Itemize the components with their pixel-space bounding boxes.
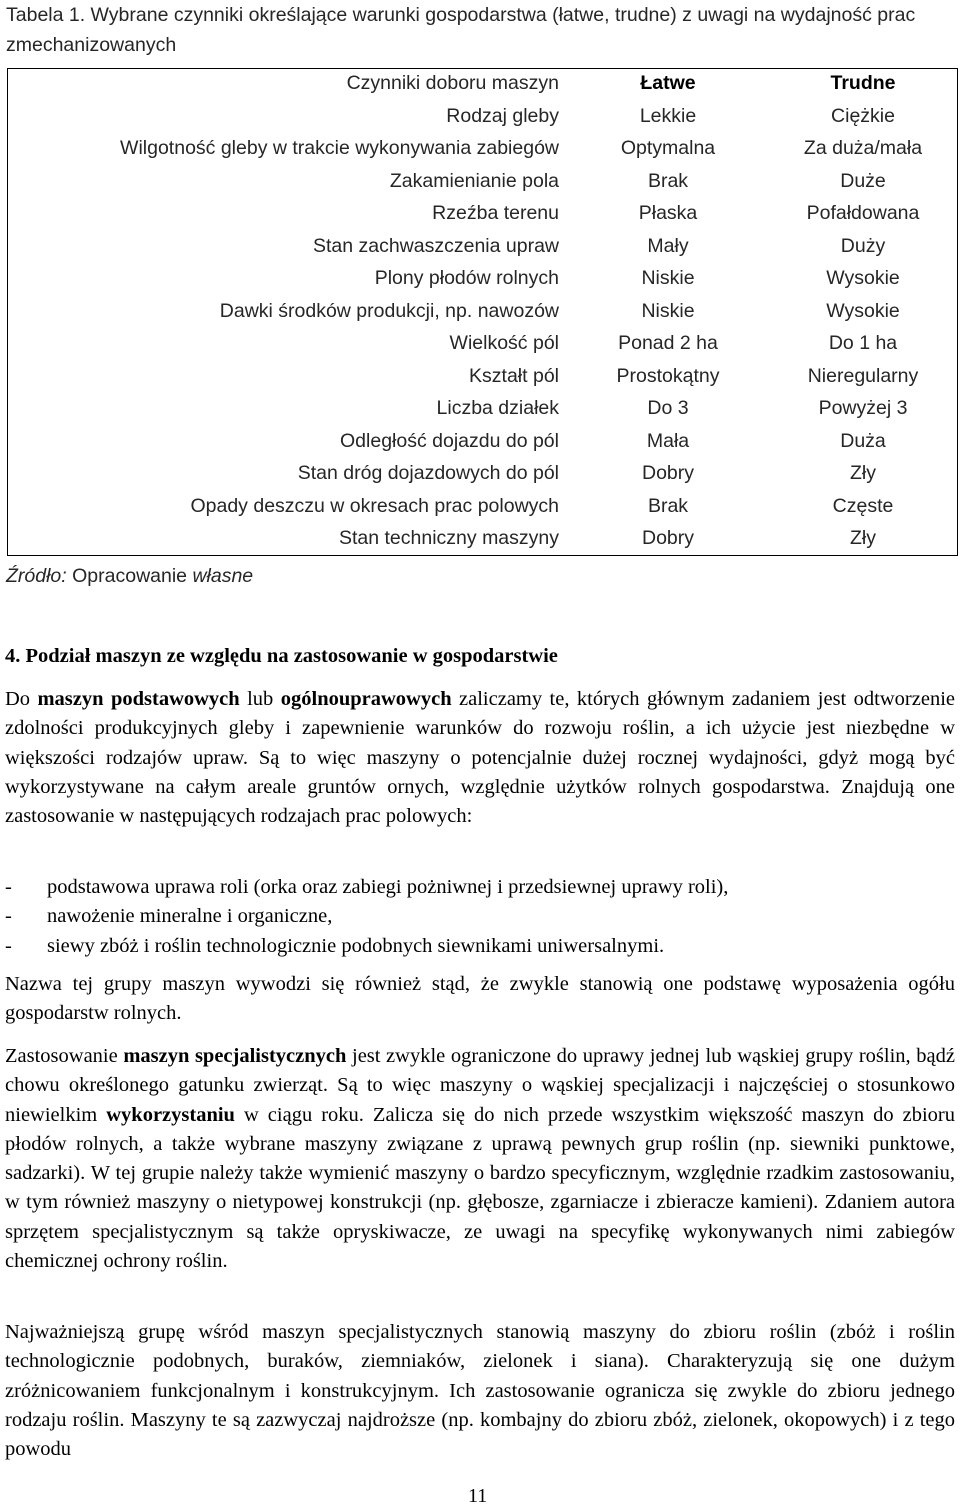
hard-cell: Zły [850, 527, 876, 549]
table-source: Źródło: Opracowanie własne [6, 565, 254, 587]
factor-cell: Plony płodów rolnych [374, 267, 559, 289]
factor-cell: Kształt pól [469, 364, 559, 387]
paragraph-1: Do maszyn podstawowych lub ogólnouprawowych zaliczamy te, których głównym zadaniem jest odtworzenie zdolności produkcyjnych gleby i zapewnienie warunków do rozwoju roślin, a ich użycie jest niezbędne w większości rodzajów upraw. Są to więc maszyny o potencjalnie dużej rocznej wydajności, gdyż mogą być wykorzystywane na całym areale gruntów ornych, względnie użytków rolnych gospodarstwa. Znajdują one zastosowanie w następujących rodzajach prac polowych: [5, 688, 955, 828]
hard-cell: Zły [850, 462, 876, 484]
table-row [8, 199, 957, 232]
hard-cell: Za duża/mała [803, 137, 923, 159]
easy-cell: Brak [647, 494, 689, 517]
hard-cell: Częste [832, 494, 894, 517]
hard-cell: Powyżej 3 [818, 397, 908, 419]
table-row [8, 329, 957, 362]
easy-cell: Dobry [641, 462, 695, 484]
factor-cell: Dawki środków produkcji, np. nawozów [219, 299, 559, 322]
paragraph-2: Nazwa tej grupy maszyn wywodzi się również stąd, że zwykle stanowią one podstawę wyposażenia ogółu gospodarstw rolnych. [5, 973, 955, 1025]
header-easy: Łatwe [640, 72, 696, 94]
hard-cell: Wysokie [826, 267, 900, 289]
factor-cell: Zakamienianie pola [389, 169, 559, 192]
table-row [8, 264, 957, 297]
hard-cell: Wysokie [826, 299, 900, 322]
factor-cell: Stan zachwaszczenia upraw [312, 234, 559, 257]
factor-cell: Opady deszczu w okresach prac polowych [190, 494, 559, 517]
table-row [8, 427, 957, 460]
list-item: - podstawowa uprawa roli (orka oraz zabiegi pożniwnej i przedsiewnej uprawy roli), [5, 876, 729, 898]
table-row [8, 232, 957, 265]
factor-cell: Rzeźba terenu [432, 202, 559, 224]
easy-cell: Mały [647, 234, 689, 257]
hard-cell: Do 1 ha [828, 332, 898, 354]
factors-table [7, 68, 958, 556]
factor-cell: Stan dróg dojazdowych do pól [297, 462, 559, 484]
factor-cell: Stan techniczny maszyny [338, 527, 559, 549]
table-caption: Tabela 1. Wybrane czynniki określające warunki gospodarstwa (łatwe, trudne) z uwagi na wydajność prac zmechanizowanych [6, 4, 916, 56]
header-hard: Trudne [830, 72, 896, 94]
easy-cell: Niskie [641, 267, 695, 289]
paragraph-3: Zastosowanie maszyn specjalistycznych jest zwykle ograniczone do uprawy jednej lub wąskiej grupy roślin, bądź chowu określonego gatunku zwierząt. Są to więc maszyny o wąskiej specjalizacji i najczęściej o stosunkowo niewielkim wykorzystaniu w ciągu roku. Zalicza się do nich przede wszystkim większość maszyn do zbioru płodów rolnych, a także wybrane maszyny związane z uprawą pewnych grup roślin (np. siewniki punktowe, sadzarki). W tej grupie należy także wymienić maszyny o bardzo specyficznym, względnie rzadkim zastosowaniu, w tym również maszyny o nietypowej konstrukcji (np. głębosze, zgarniacze i zbieracze kamieni). Zdaniem autora sprzętem specjalistycznym są także opryskiwacze, ze uwagi na specyfikę wykonywanych nimi zabiegów chemicznej ochrony roślin. [5, 1045, 955, 1273]
factor-cell: Wilgotność gleby w trakcie wykonywania zabiegów [120, 137, 559, 159]
table-row [8, 492, 957, 525]
table-row [8, 362, 957, 395]
factor-cell: Liczba działek [436, 397, 559, 419]
hard-cell: Duże [840, 169, 886, 192]
easy-cell: Płaska [638, 202, 698, 224]
table-row [8, 134, 957, 167]
bullet-list [5, 873, 728, 961]
table-row [8, 459, 957, 492]
hard-cell: Pofałdowana [806, 202, 920, 224]
easy-cell: Niskie [641, 299, 695, 322]
factor-cell: Rodzaj gleby [446, 104, 559, 127]
hard-cell: Duży [840, 234, 886, 257]
hard-cell: Duża [840, 429, 886, 452]
page-number: 11 [468, 1485, 488, 1507]
table-row [8, 394, 957, 427]
section-heading: 4. Podział maszyn ze względu na zastosowanie w gospodarstwie [5, 645, 558, 667]
table-row [8, 102, 957, 135]
table-row [8, 167, 957, 200]
table-row [8, 524, 957, 557]
easy-cell: Ponad 2 ha [618, 332, 718, 354]
easy-cell: Lekkie [639, 104, 697, 127]
hard-cell: Nieregularny [807, 364, 919, 387]
paragraph-4: Najważniejszą grupę wśród maszyn specjalistycznych stanowią maszyny do zbioru roślin (zbóż i roślin technologicznie podobnych, buraków, ziemniaków, zielonek i siana). Charakteryzują się one dużym zróżnicowaniem funkcjonalnym i konstrukcyjnym. Ich zastosowanie ogranicza się zwykle do zbioru jednego rodzaju roślin. Maszyny te są zazwyczaj najdroższe (np. kombajny do zbioru zbóż, zielonek, okopowych) i z tego powodu [5, 1321, 955, 1461]
easy-cell: Brak [647, 169, 689, 192]
factor-cell: Wielkość pól [449, 332, 559, 354]
easy-cell: Optymalna [620, 137, 716, 159]
header-factors: Czynniki doboru maszyn [346, 72, 559, 94]
factor-cell: Odległość dojazdu do pól [340, 429, 559, 452]
easy-cell: Do 3 [647, 397, 689, 419]
easy-cell: Mała [646, 429, 690, 452]
easy-cell: Dobry [641, 527, 695, 549]
list-item: - nawożenie mineralne i organiczne, [5, 905, 333, 928]
table-header-row [8, 69, 957, 102]
table-row [8, 297, 957, 330]
easy-cell: Prostokątny [616, 364, 720, 387]
list-item: - siewy zbóż i roślin technologicznie podobnych siewnikami uniwersalnymi. [5, 934, 665, 957]
hard-cell: Ciężkie [831, 104, 895, 127]
